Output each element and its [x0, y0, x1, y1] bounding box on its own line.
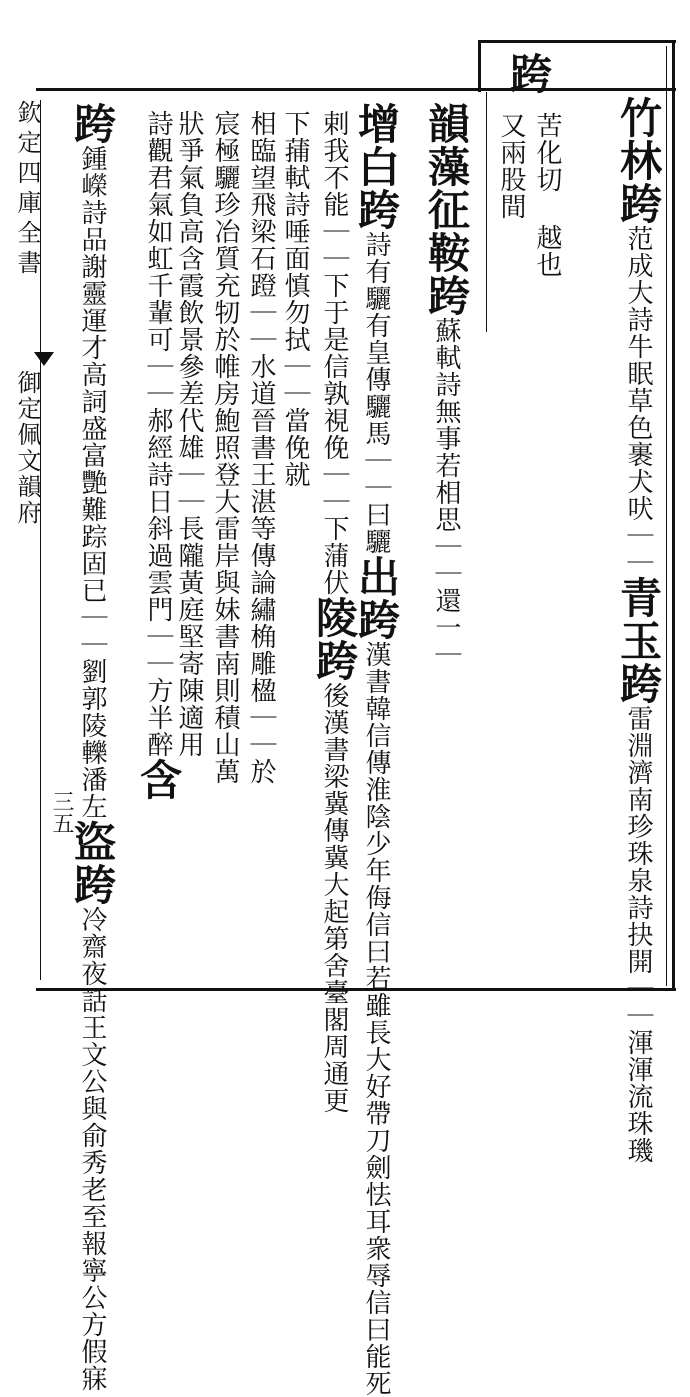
column-7: [208, 110, 242, 785]
entry-text: 鍾嶸詩品謝靈運才高詞盛富艷難踪固已｜｜劉郭陵轢潘左: [77, 145, 107, 820]
header-alt-reading: 又兩股間: [496, 112, 526, 220]
entry-text: 下蒱軾詩唾面慎勿拭｜｜當俛就: [280, 110, 310, 488]
column-1: [614, 96, 663, 1164]
column-4: [310, 110, 359, 1114]
column-5: [278, 110, 312, 488]
entry-head: 陵跨: [310, 596, 359, 682]
sidebar-subtitle: 御定佩文韻府: [13, 370, 41, 526]
entry-head: 出跨: [352, 555, 401, 641]
entry-text: 後漢書梁冀傳冀大起第舍臺閣周通更: [319, 682, 349, 1114]
page-number: 三五: [49, 790, 74, 834]
triangle-marker-icon: [34, 352, 54, 366]
sidebar-title: 欽定四庫全書: [13, 100, 41, 280]
entry-text: 蘇軾詩無事若相思｜｜還一｜: [431, 317, 461, 668]
entry-head: 竹林跨: [614, 96, 663, 225]
entry-text: 漢書韓信傳淮陰少年侮信曰若雖長大好帶刀劍怯耳衆辱信曰能死: [361, 641, 391, 1397]
entry-head: 青玉跨: [614, 576, 663, 705]
sidebar-divider: [40, 100, 41, 980]
column-3: [352, 102, 401, 1397]
header-column: [504, 52, 553, 95]
entry-head: 韻藻征鞍跨: [422, 102, 471, 317]
column-10: [68, 102, 117, 1392]
entry-text: 冷齋夜話王文公與俞秀老至報寧公方假寐: [77, 906, 107, 1392]
entry-text: 范成大詩牛眠草色裹犬吠｜｜: [623, 225, 653, 576]
entry-text: 剌我不能｜｜下于是信孰視俛｜｜下蒲伏: [319, 110, 349, 596]
column-2: [422, 102, 471, 668]
header-divider: [486, 92, 487, 332]
column-9: [134, 110, 183, 801]
header-char: 跨: [504, 52, 553, 95]
entry-text: 宸極驪珍冶質充牣於帷房鮑照登大雷岸與妹書南則積山萬: [210, 110, 240, 785]
entry-text: 狀爭氣負高含霞飲景參差代雄｜｜長隴黃庭堅寄陳適用: [174, 110, 204, 758]
entry-head: 跨: [68, 102, 117, 145]
frame-right-border: [672, 40, 675, 990]
entry-text: 雷淵濟南珍珠泉詩抉開｜｜渾渾流珠璣: [623, 705, 653, 1164]
column-6: [244, 110, 278, 785]
entry-text: 詩觀君氣如虹千輩可｜｜郝經詩日斜過雲門｜｜方半醉: [143, 110, 173, 758]
entry-head: 盜跨: [68, 820, 117, 906]
entry-head: 增白跨: [352, 102, 401, 231]
header-reading: 苦化切 越也: [532, 112, 562, 278]
entry-head: 含: [134, 758, 183, 801]
entry-text: 相臨望飛梁石蹬｜｜水道晉書王湛等傳論繡桷雕楹｜｜於: [246, 110, 276, 785]
frame-inner-right-border: [666, 46, 667, 986]
entry-text: 詩有驪有皇傳驪馬｜｜曰驪: [361, 231, 391, 555]
